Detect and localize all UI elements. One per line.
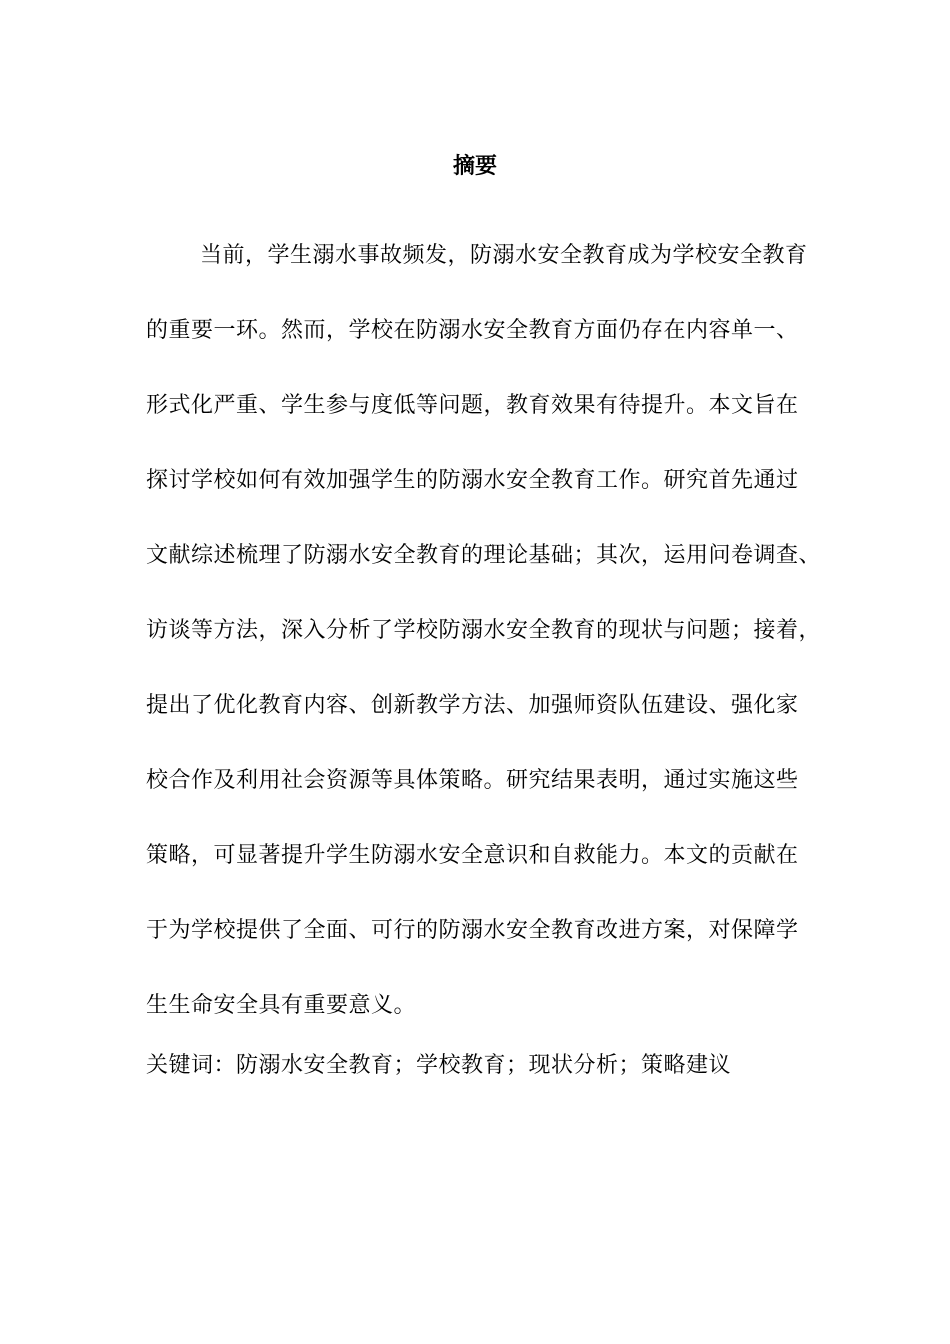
abstract-line: 文献综述梳理了防溺水安全教育的理论基础；其次，运用问卷调查、 [146, 543, 822, 568]
abstract-line: 生生命安全具有重要意义。 [146, 993, 417, 1018]
abstract-line: 形式化严重、学生参与度低等问题，教育效果有待提升。本文旨在 [146, 393, 799, 418]
abstract-line: 的重要一环。然而，学校在防溺水安全教育方面仍存在内容单一、 [146, 318, 799, 343]
abstract-body [146, 238, 826, 1063]
abstract-line: 策略，可显著提升学生防溺水安全意识和自救能力。本文的贡献在 [146, 843, 799, 868]
abstract-line: 提出了优化教育内容、创新教学方法、加强师资队伍建设、强化家 [146, 693, 799, 718]
abstract-line: 校合作及利用社会资源等具体策略。研究结果表明，通过实施这些 [146, 768, 799, 793]
abstract-line: 探讨学校如何有效加强学生的防溺水安全教育工作。研究首先通过 [146, 468, 799, 493]
abstract-line: 于为学校提供了全面、可行的防溺水安全教育改进方案，对保障学 [146, 918, 799, 943]
abstract-line: 访谈等方法，深入分析了学校防溺水安全教育的现状与问题；接着， [146, 618, 822, 643]
abstract-title: 摘要 [452, 154, 497, 179]
keywords-line: 关键词：防溺水安全教育；学校教育；现状分析；策略建议 [146, 1053, 732, 1078]
abstract-line: 当前，学生溺水事故频发，防溺水安全教育成为学校安全教育 [200, 243, 808, 268]
